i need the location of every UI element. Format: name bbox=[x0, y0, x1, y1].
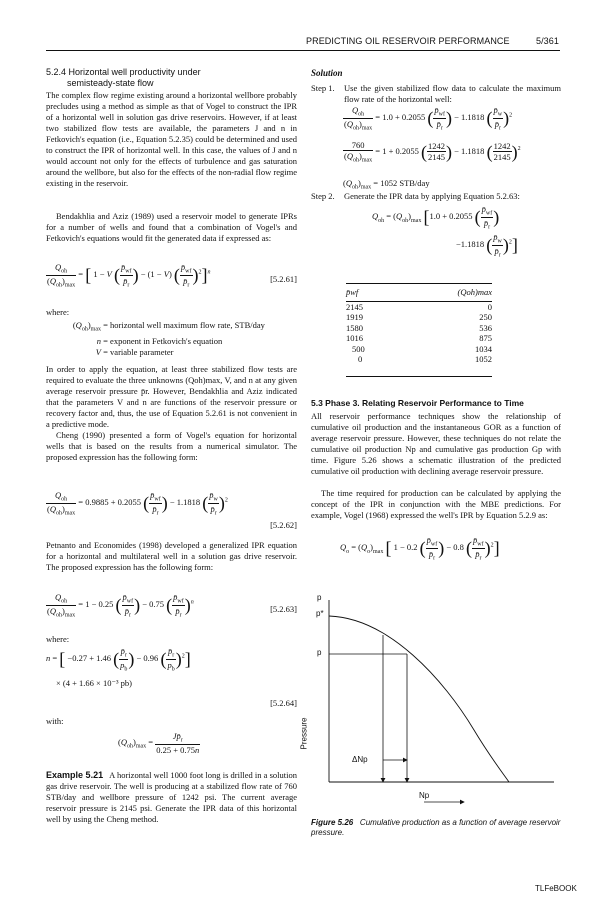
equation-5-2-63: $\frac{Q_{oh}}{(Q_{oh})_{max}}$ = 1 − 0.25 ( $\frac{p̄_{wf}}{p̄_r}$ ) − 0.75 ( $\frac{p̄_{wf}}{p̄_r}$ )$^n$ [5.2.63] bbox=[47, 592, 297, 619]
ipr-table-rule-top bbox=[346, 283, 492, 284]
paragraph-petnanto: Petnanto and Economides (1998) developed a generalized IPR equation for a horizontal and multilateral well in a solution gas drive reservoir. The proposed expression has the following form: bbox=[46, 540, 297, 572]
equation-continuation: × (4 + 1.66 × 10⁻³ pb) bbox=[56, 678, 132, 689]
example-text: A horizontal well 1000 foot long is drilled in a solution gas drive reservoir. The well is producing at a stabilized flow rate of 760 STB/day and wellbore pressure of 1242 psi. The current average reservoir pressure is 2145 psi. Generate the IPR data of this horizontal well by using the Cheng method. bbox=[46, 770, 298, 824]
pressure-vs-np-chart bbox=[304, 590, 564, 816]
label-delta-np: ΔNp bbox=[352, 755, 368, 764]
table-row: 500 1034 bbox=[352, 343, 492, 354]
figure-5-26 bbox=[299, 590, 564, 816]
table-row: 2145 0 bbox=[346, 301, 492, 312]
equation-5-2-61: $\frac{Q_{oh}}{(Q_{oh})_{max}}$ = [ 1 − V ( $\frac{p̄_{wf}}{p̄_r}$ ) − (1 − V) ( $\frac{p̄_{wf}}{p̄_r}$ )$^2$]$^n$ [5.2.61] bbox=[47, 262, 297, 289]
label-pressure: Pressure bbox=[299, 717, 309, 750]
paragraph-time-required: The time required for production can be calculated by applying the concept of the IPR in conjunction with the MBE predictions. For example, Vogel (1968) expressed the well's IPR by Equation 5.2.9 as: bbox=[311, 488, 561, 520]
header-rule bbox=[46, 50, 560, 51]
table-row: 1919 250 bbox=[346, 312, 492, 322]
equation-5-2-64: n = [ −0.27 + 1.46 ( $\frac{p̄_r}{p_b}$ ) − 0.96 ( $\frac{p̄_r}{p_b}$ )$^2$] × (4 + 1.66 × 10⁻³ pb) [5.2.64] bbox=[46, 646, 297, 708]
label-p-star: p* bbox=[316, 609, 324, 618]
table-header: (Qoh)max bbox=[457, 287, 492, 297]
table-row: 1580 536 bbox=[346, 322, 492, 333]
step-2: Step 2. Generate the IPR data by applying Equation 5.2.63: bbox=[311, 191, 561, 202]
heading-line-2: semisteady-state flow bbox=[67, 78, 154, 88]
equation-5-2-62: $\frac{Q_{oh}}{(Q_{oh})_{max}}$ = 0.9885 + 0.2055 ( $\frac{p̄_{wf}}{p̄_r}$ ) − 1.1818 ( $\frac{p̄_w}{p̄_r}$ )$^2$ [5.2.62] bbox=[47, 490, 297, 530]
with-label: with: bbox=[46, 716, 64, 726]
section-heading-5-2-4 bbox=[46, 67, 296, 89]
table-row: 0 1052 bbox=[358, 354, 492, 364]
equation-vogel: $Q_o = (Q_o)_{max}$ [ 1 − 0.2 ( $\frac{p̄_{wf}}{p̄_r}$ ) − 0.8 ( $\frac{p̄_{wf}}{p̄_r}$ )$^2$] bbox=[340, 535, 500, 562]
equation-number: [5.2.63] bbox=[270, 604, 297, 614]
equation-qmax: $(Q_{oh})_{max}$ = $\frac{Jp̄_r}{0.25 + 0.75n}$ bbox=[118, 731, 200, 755]
step1-equation-a: $\frac{Q_{oh}}{(Q_{oh})_{max}}$ = 1.0 + 0.2055 ( $\frac{p̄_{wf}}{p̄_r}$ ) − 1.1818 ( $\frac{p̄_w}{p̄_r}$ )$^2$ bbox=[344, 105, 513, 132]
section-heading-5-3: 5.3 Phase 3. Relating Reservoir Performance to Time bbox=[311, 398, 524, 408]
header-title: PREDICTING OIL RESERVOIR PERFORMANCE bbox=[306, 36, 510, 46]
step-1: Step 1. Use the given stabilized flow data to calculate the maximum flow rate of the horizontal well: bbox=[311, 83, 561, 104]
label-np: Np bbox=[419, 791, 430, 800]
where-label-2: where: bbox=[46, 634, 70, 644]
step-2-text: Generate the IPR data by applying Equation 5.2.63: bbox=[344, 191, 520, 201]
example-5-21 bbox=[46, 770, 297, 825]
paragraph-horizontal-ipr: The complex flow regime existing around a horizontal wellbore probably precludes using a method as simple as that of Vogel to construct the IPR of a horizontal well in solution gas drive reservoirs. However, if at least two stabilized flow tests are available, the parameters J and n in Fetkovich's equation (i.e., Equation 5.2.35) could be determined and used to construct the IPR of horizontal well. In this case, the values of J and n would account not only for the effects of turbulence and gas saturation around the wellbore, but also for the effects of the non-radial flow regime existing in the reservoir. bbox=[46, 90, 297, 188]
equation-number: [5.2.62] bbox=[270, 520, 297, 530]
page-number: 5/361 bbox=[535, 36, 559, 46]
paragraph-cheng: Cheng (1990) presented a form of Vogel's equation for horizontal wells that is based on the results from a numerical simulator. The proposed expression has the following form: bbox=[46, 430, 297, 462]
step1-equation-b: $\frac{760}{(Q_{oh})_{max}}$ = 1 + 0.2055 ( $\frac{1242}{2145}$ ) − 1.1818 ( $\frac{1242}{2145}$ )$^2$ bbox=[344, 140, 521, 164]
running-header bbox=[306, 36, 559, 46]
table-header: p̄wf bbox=[346, 287, 359, 297]
figure-caption bbox=[311, 818, 563, 838]
where-list bbox=[55, 320, 300, 358]
heading-line-1: 5.2.4 Horizontal well productivity under bbox=[46, 67, 201, 77]
paragraph-bendakhlia: Bendakhlia and Aziz (1989) used a reservoir model to generate IPRs for a number of wells and found that a combination of Vogel's and Fetkovich's equations would fit the generated data if expressed as: bbox=[46, 211, 297, 243]
where-item: V = variable parameter bbox=[95, 346, 174, 357]
equation-number: [5.2.64] bbox=[270, 698, 297, 708]
label-p-top: p bbox=[317, 593, 322, 602]
caption-text: Cumulative production as a function of average reservoir pressure. bbox=[311, 818, 561, 837]
eq-fraction-lhs: $\frac{Q_{oh}}{(Q_{oh})_{max}}$ bbox=[47, 262, 76, 289]
equation-number: [5.2.61] bbox=[270, 274, 297, 284]
solution-title: Solution bbox=[311, 68, 343, 78]
example-title: Example 5.21 bbox=[46, 770, 104, 780]
paragraph-reservoir-time: All reservoir performance techniques show the relationship of cumulative oil production and the instantaneous GOR as a function of average reservoir pressure. However, these techniques do not relate the cumulative oil production Np and cumulative gas production Gp with time. Figure 5.26 shows a schematic illustration of the predicted cumulative oil production with declining average reservoir pressure. bbox=[311, 411, 561, 476]
where-item: $(Q_{oh})_{max}$ = horizontal well maximum flow rate, STB/day bbox=[72, 320, 265, 333]
caption-number: Figure 5.26 bbox=[311, 818, 354, 827]
ipr-table-rule-bottom bbox=[346, 376, 492, 377]
step2-equation: $Q_{oh} = (Q_{oh})_{max}$ [1.0 + 0.2055 ( $\frac{p̄_{wf}}{p̄_r}$ ) −1.1818 ( $\frac{p̄_w}{p̄_r}$ )$^2$] bbox=[372, 204, 518, 259]
step-1-text: Use the given stabilized flow data to calculate the maximum flow rate of the horizontal well: bbox=[344, 83, 561, 104]
footer-brand: TLFeBOOK bbox=[535, 884, 577, 893]
step1-result: $(Q_{oh})_{max} = 1052$ STB/day bbox=[343, 178, 430, 191]
table-header-row bbox=[346, 287, 492, 298]
table-row: 1016 875 bbox=[346, 333, 492, 343]
where-item: n = exponent in Fetkovich's equation bbox=[96, 335, 223, 346]
where-label: where: bbox=[46, 307, 70, 317]
paragraph-three-flow-tests: In order to apply the equation, at least three stabilized flow tests are required to evaluate the three unknowns (Qoh)max, V, and n at any given average reservoir pressure p̄r. However, Bendakhlia and Aziz indicated that the parameters V and n are functions of the reservoir pressure or recovery factor and, thus, the use of Equation 5.2.61 is not convenient in a predictive mode. bbox=[46, 364, 297, 429]
ipr-table bbox=[346, 287, 492, 365]
label-p-mid: p bbox=[317, 648, 322, 657]
